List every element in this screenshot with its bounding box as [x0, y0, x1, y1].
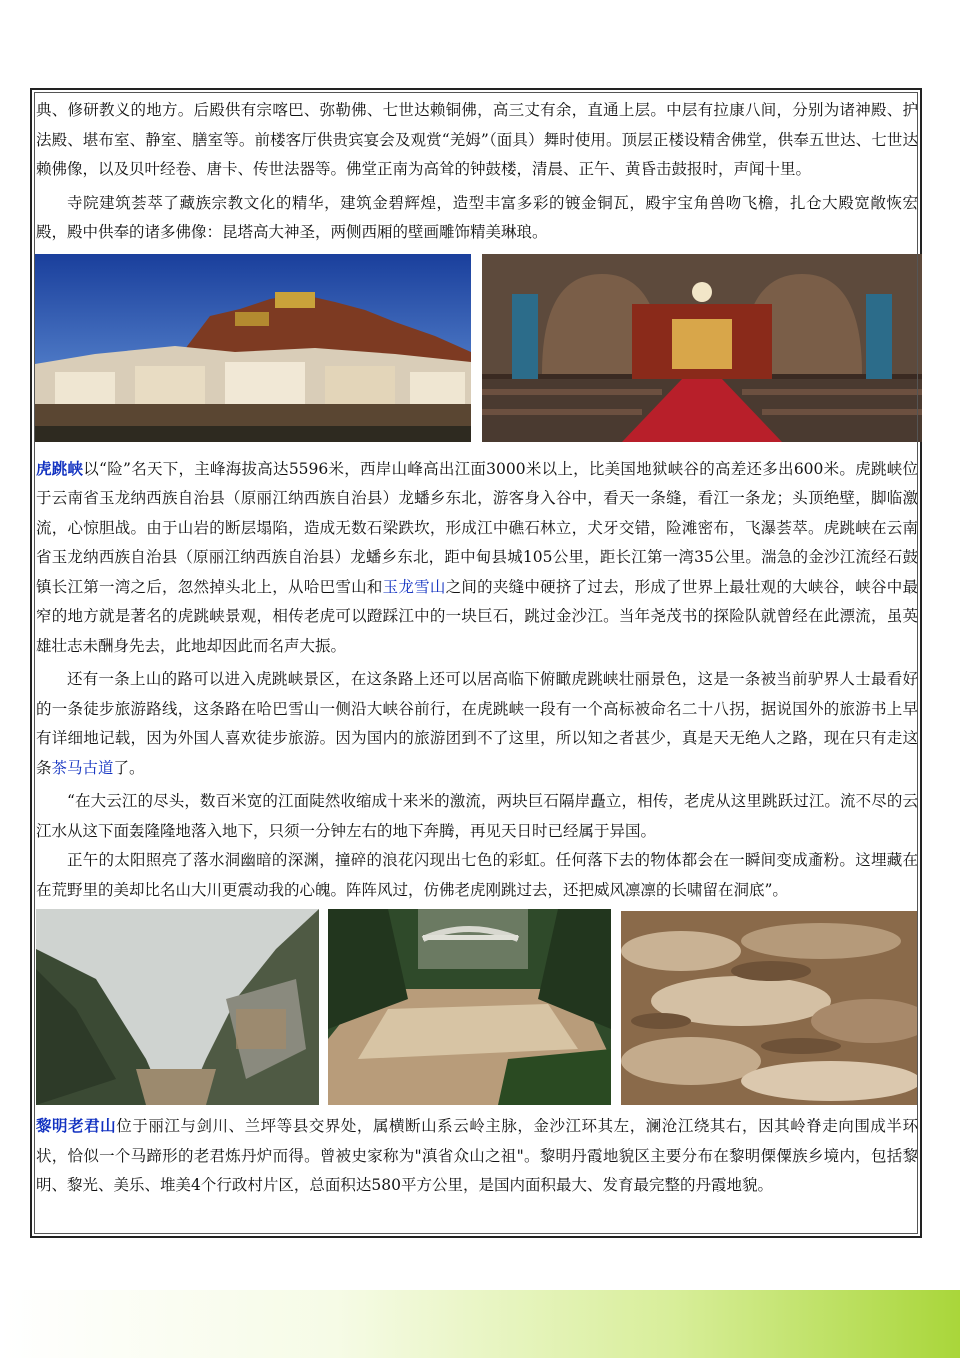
- paragraph-hiking-route: 还有一条上山的路可以进入虎跳峡景区，在这条路上还可以居高临下俯瞰虎跳峡壮丽景色，这是一条被当前驴界人士最看好的一条徒步旅游路线，这条路在哈巴雪山一侧沿大峡谷前行，在虎跳峡一段有一个高标被命名二十八拐，据说国外的旅游书上早有详细地记载，因为外国人喜欢徒步旅游。因为国内的旅游团到不了这里，所以知之者甚少，真是天无绝人之路，现在只有走这条茶马古道了。: [36, 670, 918, 777]
- photo-gorge-cliff: [36, 909, 319, 1105]
- paragraph-quote-river: “在大云江的尽头，数百米宽的江面陡然收缩成十来米的激流，两块巨石隔岸矗立，相传，老虎从这里跳跃过江。流不尽的云江水从这下面轰隆隆地落入地下，只须一分钟左右的地下奔腾，再见天日时已经属于异国。: [36, 792, 918, 840]
- paragraph-laojun-mountain: 黎明老君山位于丽江与剑川、兰坪等县交界处，属横断山系云岭主脉，金沙江环其左，澜沧江绕其右，因其岭脊走向围成半环状，恰似一个马蹄形的老君炼丹炉而得。曾被史家称为"滇省众山之祖"。黎明丹霞地貌区主要分布在黎明傈僳族乡境内，包括黎明、黎光、美乐、堆美4个行政村片区，总面积达580平方公里，是国内面积最大、发育最完整的丹霞地貌。: [36, 1116, 918, 1194]
- photo-row-gorge: [36, 909, 922, 1111]
- paragraph-tiger-leaping-gorge: 虎跳峡以“险”名天下，主峰海拔高达5596米，西岸山峰高出江面3000米以上，比美国地狱峡谷的高差还多出600米。虎跳峡位于云南省玉龙纳西族自治县（原丽江纳西族自治县）龙蟠乡东北，游客身入谷中，看天一条缝，看江一条龙；头顶绝壁，脚临激流，心惊胆战。由于山岩的断层塌陷，造成无数石梁跌坎，形成江中礁石林立，犬牙交错，险滩密布，飞瀑荟萃。虎跳峡在云南省玉龙纳西族自治县（原丽江纳西族自治县）龙蟠乡东北，距中甸县城105公里，距长江第一湾35公里。湍急的金沙江流经石鼓镇长江第一湾之后，忽然掉头北上，从哈巴雪山和玉龙雪山之间的夹缝中硬挤了过去，形成了世界上最壮观的大峡谷，峡谷中最窄的地方就是著名的虎跳峡景观，相传老虎可以蹬踩江中的一块巨石，跳过金沙江。当年尧茂书的探险队就曾经在此漂流，虽英雄壮志未酬身先去，此地却因此而名声大振。: [36, 458, 918, 655]
- link-yulong-snow-mountain[interactable]: 玉龙雪山: [382, 577, 446, 596]
- photo-muddy-rapids: [621, 911, 917, 1105]
- photo-row-monastery: [36, 254, 922, 454]
- paragraph-monastery-halls: 典、修研教义的地方。后殿供有宗喀巴、弥勒佛、七世达赖铜佛，高三丈有余，直通上层。中层有拉康八间，分别为诸神殿、护法殿、堪布室、静室、膳室等。前楼客厅供贵宾宴会及观赏“羌姆”（面具）舞时使用。顶层正楼设精舍佛堂，供奉五世达、七世达赖佛像，以及贝叶经卷、唐卡、传世法器等。佛堂正南为高耸的钟鼓楼，清晨、正午、黄昏击鼓报时，声闻十里。: [36, 101, 918, 178]
- link-laojun-mountain[interactable]: 黎明老君山: [36, 1116, 117, 1135]
- page-frame: [30, 88, 922, 1238]
- photo-songzanlin-monastery: [35, 254, 471, 442]
- footer-gradient-bar: [0, 1290, 960, 1358]
- photo-church-interior: [482, 254, 922, 442]
- photo-gorge-bridge-rapids: [328, 909, 611, 1105]
- paragraph-quote-rainbow: 正午的太阳照亮了落水洞幽暗的深渊，撞碎的浪花闪现出七色的彩虹。任何落下去的物体都会在一瞬间变成齑粉。这埋藏在在荒野里的美却比名山大川更震动我的心魄。阵阵风过，仿佛老虎刚跳过去，还把威风凛凛的长啸留在洞底”。: [36, 851, 918, 899]
- link-tiger-leaping-gorge[interactable]: 虎跳峡: [36, 458, 84, 478]
- link-tea-horse-road[interactable]: 茶马古道: [51, 758, 114, 777]
- paragraph-monastery-architecture: 寺院建筑荟萃了藏族宗教文化的精华，建筑金碧辉煌，造型丰富多彩的镀金铜瓦，殿宇宝角兽吻飞檐，扎仓大殿宽敞恢宏殿，殿中供奉的诸多佛像：昆塔高大神圣，两侧西厢的壁画雕饰精美琳琅。: [36, 193, 918, 241]
- article-content: [36, 96, 918, 1201]
